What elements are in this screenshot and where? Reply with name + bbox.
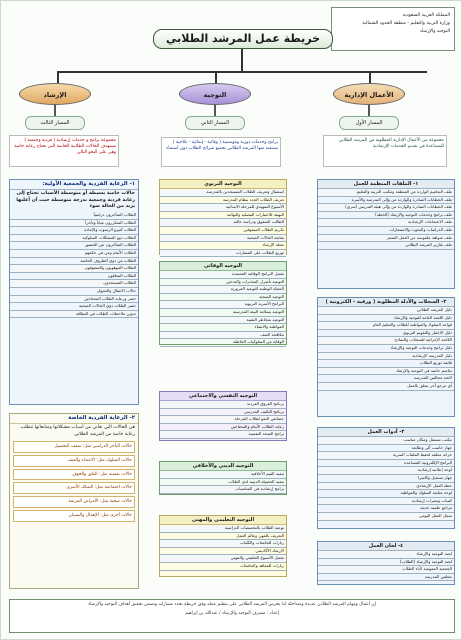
track-two-tab: المسار الثاني (185, 116, 245, 130)
header-line: المملكة العربية السعودية (402, 13, 450, 18)
preventive-guidance-box (159, 261, 287, 345)
list-item: التوعية بأضرار المخدرات والتدخين (160, 279, 286, 287)
track-one-tab: المسار الأول (339, 116, 399, 130)
list-item: ملف برامج وخدمات التوجيه والإرشاد (الخطة) (318, 212, 454, 220)
educational-guidance-box (159, 179, 287, 255)
list-item: ملف الاجتماعات الإرشادية (318, 219, 454, 227)
psychosocial-guidance-box (159, 391, 287, 441)
list-item: زيارات للمعاهد والجامعات (160, 563, 286, 571)
list-item: مكتب مستقل ومكان مناسب (318, 437, 454, 445)
religious-guidance-box (159, 461, 287, 495)
connector-line (241, 49, 243, 71)
branch-guidance: التوجيه (179, 83, 251, 105)
list-item: سجل العمل اليومي (318, 513, 454, 521)
list-item: تكريم الطلاب المتفوقين (160, 227, 286, 235)
list-item: تعاميم خاصة في التوجيه والإرشاد (318, 368, 454, 376)
header-line: التوجيه والإرشاد (419, 29, 450, 34)
box-title: ٣- أدوات العمل (318, 428, 454, 437)
list-item: دليل الاختبار والتقويم التربوي (318, 330, 454, 338)
footer-note (9, 599, 455, 633)
list-item: تفعيل الأسبوع التعليمي والمهني (160, 555, 286, 563)
list-item: برنامج الفروق الفردية (160, 401, 286, 409)
list-item: التهيئة للاختبارات الفصلية والنهائية (160, 212, 286, 220)
list-item: تنمية الحصيلة الدينية لدى الطلاب (160, 479, 286, 487)
list-item: دليل المدرسة الإرشادية (318, 353, 454, 361)
box-title: التوجيه النفسي والاجتماعي (160, 392, 286, 401)
list-item: رعاية الطلاب الأيتام والمحتاجين (160, 424, 286, 432)
list-item: الطلاب المتأخرون عن الحضور (10, 242, 138, 250)
list-item: برنامج التكيف المدرسي (160, 409, 286, 417)
connector-line (369, 71, 371, 83)
list-item: حصر الطلاب ذوي الحالات الصحية (10, 303, 138, 311)
list-item: قائمة توزيع الطلاب (318, 360, 454, 368)
list-item: ملف تقارير المرشد الطلابي (318, 242, 454, 250)
box-title: ٤- لجان العمل (318, 542, 454, 551)
list-item: البرامج الإلكترونية المساعدة (318, 460, 454, 468)
list-item: الطلاب كثيرو الرسوب والإعادة (10, 227, 138, 235)
list-item: حصر ورعاية الطلاب المحتاجين (10, 296, 138, 304)
list-item: لوحة إعلانية إرشادية (318, 467, 454, 475)
list-item: الطلاب من ذوي الظروف الخاصة (10, 258, 138, 266)
list-item: الطلاب المتأخرون دراسياً (10, 212, 138, 220)
list-item: ملف شواهد ملموسة عن العمل المنجز (318, 235, 454, 243)
box-title: التوجيه التعليمي والمهني (160, 516, 286, 525)
branch-admin: الأعمال الإدارية (333, 83, 405, 105)
list-item: توعية الطلاب بالتخصصات الدراسية (160, 525, 286, 533)
list-item: حالات أخرى مثل: الإهمال والنسيان (13, 510, 135, 522)
list-item: ملف الخطابات الصادرة والواردة من وإلى المدرسة والأسرة (318, 197, 454, 205)
track-three-description: مجموعة برامج و خدمات إرشادية ( فردية وجمعية ) تستهدف الحالات الطلابية الخاصة التي تحتاج رعاية خاصة وهي على النحو التالي (9, 135, 119, 167)
list-item: ملف الخطابات الصادرة والواردة من وإلى هيئة التدريس (سري) (318, 204, 454, 212)
list-item: ملف الدراسات والبحوث والاستمارات (318, 227, 454, 235)
footer-text: إن أعمال ومهام المرشد الطلابي عديدة ومتداخلة لذا يحرص المرشد الطلابي على تنظيم عمله وفق خريطة تحدد مساراته وتضمن تحقيق أهداف التوجيه والإرشاد (88, 602, 376, 607)
list-item: جهاز حاسب آلي وطابعة (318, 445, 454, 453)
list-item: حالات صحية مثل: الأمراض المزمنة (13, 496, 135, 508)
list-item: الطلاب المعاقون (10, 273, 138, 281)
list-item: لجنة التوجيه والإرشاد (الطلاب) (318, 559, 454, 567)
list-item: التوعية بسلامة البيئة المدرسية (160, 309, 286, 317)
list-item: خصائص النمو لطلاب المرحلة (160, 416, 286, 424)
list-item: الجمعية العمومية لآباء الطلاب (318, 566, 454, 574)
box-title: التوجيه التربوي (160, 180, 286, 189)
list-item: الطالب المتفوق ودراسة حالته (160, 219, 286, 227)
list-item: متابعة الحالات الصحية (160, 235, 286, 243)
list-item: حالات التأخر الدراسي مثل: ضعف التحصيل (13, 441, 135, 453)
list-item: كتيبات ونشرات إرشادية (318, 498, 454, 506)
list-item: تنمية القيم الأخلاقية (160, 471, 286, 479)
connector-line (215, 71, 217, 83)
list-item: المواطنة والانتماء (160, 324, 286, 332)
list-item: مراجع علمية حديثة (318, 505, 454, 513)
list-item: الطلاب المتكررون غياباً وتأخراً (10, 220, 138, 228)
list-item: مجلس المدرسة (318, 574, 454, 582)
career-guidance-box (159, 515, 287, 577)
list-item: حالات السلوك مثل: الاعتداء والعنف (13, 455, 135, 467)
list-item: مكافحة العنف (160, 332, 286, 340)
connector-line (57, 71, 59, 83)
list-item: قواعد السلوك والمواظبة للطلاب والتعليم العام (318, 322, 454, 330)
footer-credit: إعداد : مشرف التوجيه والإرشاد / عبدالله بن إبراهيم (185, 610, 279, 616)
list-item: التوعية بمخاطر التقنية (160, 317, 286, 325)
header-line: وزارة التربية والتعليم - منطقة الحدود الشمالية (362, 21, 450, 26)
list-item: جهاز تسجيل وكاميرا (318, 475, 454, 483)
box-title: ٢- السجلات والأدلة المطلوبة ( ورقية - الكترونية ) (318, 298, 454, 307)
list-item: الطلاب الموهوبون والمتفوقون (10, 265, 138, 273)
list-item: حالات الانتقال والتحويل (10, 288, 138, 296)
track-two-description: برامج وخدمات دورية وموسمية ( وقائية - إنمائية - علاجية ) يستفيد منها المرشد الطلابي بجميع شرائح الطلاب دون استثناء (161, 137, 281, 167)
list-item: حالات نفسية مثل: القلق والخوف (13, 469, 135, 481)
list-item: خزانة مغلقة لحفظ الملفات السرية (318, 452, 454, 460)
box-intro: حالات خاصة بسيطة أو متوسطة الأسباب تحتاج إلى رعاية فردية وجمعية بدرجة متوسطة حيث أن أغلبها يزيد من الحالة سوء (16, 191, 135, 210)
list-item: الأسبوع التمهيدي للمرحلة الابتدائية (160, 204, 286, 212)
list-item: توزيع الطلاب على المسارات (160, 250, 286, 258)
track-three-tab: المسار الثالث (25, 116, 85, 130)
organizing-files-box (317, 179, 455, 289)
branch-counseling: الإرشاد (19, 83, 91, 105)
box-title: ٢- الرعاية الفردية الخاصة (10, 414, 138, 424)
list-item: دليل برامج وخدمات التوجيه والإرشاد (318, 345, 454, 353)
list-item: حالات اجتماعية مثل: التفكك الأسري (13, 482, 135, 494)
records-guides-box (317, 297, 455, 417)
list-item: ملف التعاميم الواردة من المنطقة ومكتب التربية والتعليم (318, 189, 454, 197)
box-intro: هي الحالات التي تعاني من أسباب مشكلاتها ومتابعاتها تتطلب رعاية خاصة من المرشد الطلابي (20, 425, 135, 437)
list-item: تدوين ملاحظات الطلاب في البطاقة (10, 311, 138, 319)
list-item: مجلة الإرشاد (160, 242, 286, 250)
list-item: زيارات للجامعات والكليات (160, 540, 286, 548)
list-item: الوقاية من السلوكيات الخاطئة (160, 339, 286, 347)
list-item: التوعية الصحية (160, 294, 286, 302)
list-item: استقبال وتعريف الطلاب المستجدين بالمدرسة (160, 189, 286, 197)
list-item: خطة العمل الإرشادي (318, 483, 454, 491)
list-item: برامج إرشادية في المناسبات (160, 486, 286, 494)
list-item: الطلاب الأيتام ومن في حكمهم (10, 250, 138, 258)
list-item: الطلاب ذوو المشكلات السلوكية (10, 235, 138, 243)
special-care-box (9, 413, 139, 589)
basic-care-box (9, 179, 139, 405)
list-item: دليل اللجنة العامة للتوجيه والإرشاد (318, 315, 454, 323)
box-title: التوجيه الوقائي (160, 262, 286, 271)
track-one-description: مجموعة من الأعمال الإدارية المطلوبة من المرشد الطلابي للمساعدة في تقديم الخدمات الإرشادية (323, 135, 447, 167)
work-committees-box (317, 541, 455, 585)
list-item: تعريف الطلاب الجدد بنظام المدرسة (160, 197, 286, 205)
connector-line (57, 71, 427, 73)
list-item: أي مرجع آخر يتعلق بالعمل (318, 383, 454, 391)
box-title: ١- الرعاية الفردية والجمعية الأولية: (10, 180, 138, 190)
list-item: لجنة التوجيه والإرشاد (318, 551, 454, 559)
box-title: ١- الملفات المنظمة للعمل (318, 180, 454, 189)
list-item: الحملة الوطنية للتوعية المرورية (160, 286, 286, 294)
list-item: دليل المرشد الطلابي (318, 307, 454, 315)
list-item: لائحة مجالس المدرسة (318, 375, 454, 383)
work-tools-box (317, 427, 455, 529)
list-item: التعريف بالمهن وعالم العمل (160, 533, 286, 541)
list-item: البرامج الأسرية التربوية (160, 301, 286, 309)
ministry-header (331, 7, 455, 51)
page-title: خريطة عمل المرشد الطلابي (153, 29, 333, 49)
list-item: اللائحة الإجرائية للسجلات والنماذج (318, 337, 454, 345)
list-item: تفعيل البرامج الوقائية المعتمدة (160, 271, 286, 279)
box-title: التوجيه الديني والأخلاقي (160, 462, 286, 471)
list-item: الطلاب المستجدون (10, 280, 138, 288)
list-item: الإرشاد الأكاديمي (160, 548, 286, 556)
list-item: لوحة متابعة السلوك والمواظبة (318, 490, 454, 498)
list-item: برامج الصحة النفسية (160, 431, 286, 439)
